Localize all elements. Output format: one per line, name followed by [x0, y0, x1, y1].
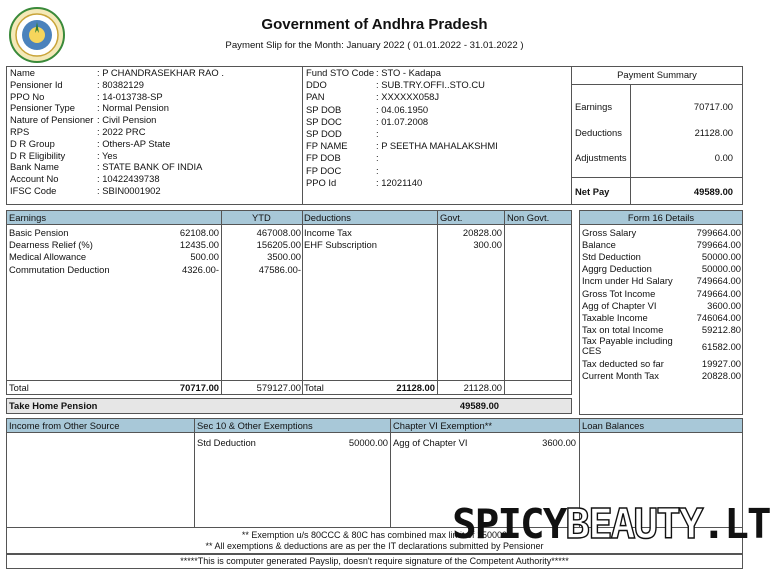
pensioner-field-label: Bank Name	[10, 161, 59, 173]
deductions-total-amount: 21128.00	[396, 382, 435, 393]
earning-ytd: 3500.00	[267, 251, 301, 263]
form16-value: 19927.00	[701, 357, 741, 369]
deduction-name: EHF Subscription	[304, 239, 377, 251]
loan-balances-header: Loan Balances	[582, 420, 645, 431]
pensioner-field-label: RPS	[10, 126, 30, 137]
pensioner-field-label: PPO Id	[306, 176, 337, 188]
form16-label: Aggrg Deduction	[582, 263, 652, 275]
pensioner-field-value: : 04.06.1950	[376, 103, 429, 115]
pensioner-field-value: : STO - Kadapa	[376, 67, 441, 78]
form16-title: Form 16 Details	[580, 211, 742, 225]
pensioner-info-panel	[6, 66, 572, 205]
earnings-total-ytd: 579127.00	[256, 382, 301, 393]
summary-value: 21128.00	[694, 127, 733, 138]
summary-value: 0.00	[714, 152, 733, 163]
page-subtitle: Payment Slip for the Month: January 2022 ( 01.01.2022 - 31.01.2022 )	[225, 40, 524, 51]
summary-label: Adjustments	[575, 152, 627, 163]
form16-label: Gross Salary	[582, 227, 637, 238]
deductions-total-label: Total	[304, 382, 324, 393]
earning-name: Medical Allowance	[9, 251, 87, 263]
form16-value: 61582.00	[701, 340, 741, 352]
pensioner-field-label: Fund STO Code	[306, 67, 375, 78]
form16-label: Tax Payable including CES	[582, 334, 673, 356]
pensioner-field-label: Pensioner Id	[10, 78, 63, 90]
form16-value: 3600.00	[707, 299, 741, 311]
pensioner-field-value: :	[376, 152, 379, 164]
form16-value: 59212.80	[701, 323, 741, 335]
pensioner-field-value: : 2022 PRC	[97, 126, 146, 137]
summary-label: Deductions	[575, 127, 622, 138]
earning-amount: 500.00	[190, 251, 219, 263]
deductions-header: Deductions	[304, 212, 351, 223]
summary-value: 70717.00	[693, 101, 733, 112]
pensioner-field-value: : 12021140	[376, 176, 423, 188]
form16-label: Incm under Hd Salary	[582, 275, 673, 287]
pensioner-field-label: IFSC Code	[10, 185, 57, 196]
earnings-header: Earnings	[9, 212, 47, 223]
pensioner-field-label: PPO No	[10, 90, 45, 102]
pensioner-field-value: : 01.07.2008	[376, 115, 429, 127]
pensioner-field-label: FP DOB	[306, 152, 341, 164]
form16-value: 746064.00	[696, 311, 741, 323]
pensioner-field-value: : 10422439738	[97, 173, 160, 185]
pensioner-field-label: DDO	[306, 79, 327, 91]
earnings-total-amount: 70717.00	[179, 382, 219, 393]
form16-value: 799664.00	[696, 239, 741, 251]
form16-value: 50000.00	[701, 263, 741, 275]
ap-emblem-logo	[8, 6, 66, 64]
deduction-govt: 20828.00	[462, 227, 502, 238]
earning-name: Basic Pension	[9, 227, 69, 238]
deduction-govt: 300.00	[473, 239, 502, 251]
chapter6-item-label: Agg of Chapter VI	[393, 437, 468, 448]
pensioner-field-value: : Normal Pension	[97, 102, 169, 114]
sec10-item-value: 50000.00	[348, 437, 388, 448]
pensioner-field-label: FP NAME	[306, 140, 348, 152]
pensioner-field-value: : Yes	[97, 149, 118, 161]
form16-label: Current Month Tax	[582, 370, 659, 381]
take-home-label: Take Home Pension	[9, 400, 98, 411]
pensioner-field-value: : Others-AP State	[97, 137, 171, 149]
sec10-item-label: Std Deduction	[197, 437, 256, 448]
payment-summary-title: Payment Summary	[617, 69, 697, 80]
form16-label: Gross Tot Income	[582, 287, 656, 299]
chapter6-item-value: 3600.00	[542, 437, 576, 448]
pensioner-field-label: D R Group	[10, 137, 55, 149]
note-it-declarations: ** All exemptions & deductions are as per the IT declarations submitted by Pensioner	[205, 541, 544, 551]
form16-value: 799664.00	[696, 227, 741, 238]
pensioner-field-label: PAN	[306, 91, 325, 103]
form16-value: 20828.00	[701, 370, 741, 381]
pensioner-field-value: : P CHANDRASEKHAR RAO .	[97, 67, 224, 78]
deductions-total-govt: 21128.00	[463, 382, 502, 393]
footer-note: *****This is computer generated Payslip, doesn't require signature of the Competent Authority*****	[180, 556, 569, 566]
pensioner-field-value: : 80382129	[97, 78, 144, 90]
other-income-header: Income from Other Source	[9, 420, 120, 431]
earnings-total-label: Total	[9, 382, 29, 393]
earning-amount: 62108.00	[179, 227, 219, 238]
form16-label: Tax deducted so far	[582, 357, 664, 369]
form16-label: Agg of Chapter VI	[582, 299, 657, 311]
pensioner-field-value: : SBIN0001902	[97, 185, 161, 196]
pensioner-field-value: :	[376, 164, 379, 176]
pensioner-field-label: D R Eligibility	[10, 149, 66, 161]
pensioner-field-value: : Civil Pension	[97, 114, 157, 126]
form16-value: 749664.00	[696, 287, 741, 299]
chapter6-header: Chapter VI Exemption**	[393, 420, 493, 431]
pensioner-field-label: Nature of Pensioner	[10, 114, 94, 126]
pensioner-field-label: SP DOC	[306, 115, 342, 127]
watermark-text: SPICYBEAUTY.LT	[452, 500, 770, 548]
net-pay-value: 49589.00	[693, 186, 733, 197]
pensioner-field-label: FP DOC	[306, 164, 342, 176]
pensioner-field-value: : 14-013738-SP	[97, 90, 163, 102]
form16-value: 749664.00	[696, 275, 741, 287]
pensioner-field-label: Account No	[10, 173, 59, 185]
earning-amount: 4326.00-	[181, 263, 219, 275]
earning-name: Dearness Relief (%)	[9, 239, 93, 251]
earning-ytd: 47586.00-	[258, 263, 301, 275]
non-govt-header: Non Govt.	[507, 212, 550, 223]
sec10-header: Sec 10 & Other Exemptions	[197, 420, 313, 431]
form16-label: Balance	[582, 239, 616, 251]
pensioner-field-label: Name	[10, 67, 36, 78]
pensioner-field-value: : P SEETHA MAHALAKSHMI	[376, 140, 498, 152]
note-exemption-limit: ** Exemption u/s 80CCC & 80C has combined max limit of 150000	[241, 530, 508, 540]
pensioner-field-label: SP DOB	[306, 103, 342, 115]
take-home-value: 49589.00	[459, 400, 499, 411]
page-title: Government of Andhra Pradesh	[261, 16, 488, 33]
pensioner-field-value: : STATE BANK OF INDIA	[97, 161, 203, 173]
earning-ytd: 467008.00	[256, 227, 301, 238]
pensioner-field-label: SP DOD	[306, 128, 342, 139]
pensioner-field-value: : XXXXXX058J	[376, 91, 440, 103]
pensioner-field-value: :	[376, 128, 379, 139]
pensioner-field-value: : SUB.TRY.OFFI..STO.CU	[376, 79, 485, 91]
earning-name: Commutation Deduction	[9, 263, 110, 275]
earning-amount: 12435.00	[179, 239, 219, 251]
form16-value: 50000.00	[701, 251, 741, 263]
govt-header: Govt.	[440, 212, 463, 223]
pensioner-field-label: Pensioner Type	[10, 102, 75, 114]
ytd-header: YTD	[252, 212, 271, 223]
form16-label: Taxable Income	[582, 311, 648, 323]
form16-label: Std Deduction	[582, 251, 641, 263]
summary-label: Earnings	[575, 101, 613, 112]
form16-label: Tax on total Income	[582, 323, 664, 335]
earning-ytd: 156205.00	[256, 239, 301, 251]
net-pay-label: Net Pay	[575, 186, 610, 197]
deduction-name: Income Tax	[304, 227, 352, 238]
